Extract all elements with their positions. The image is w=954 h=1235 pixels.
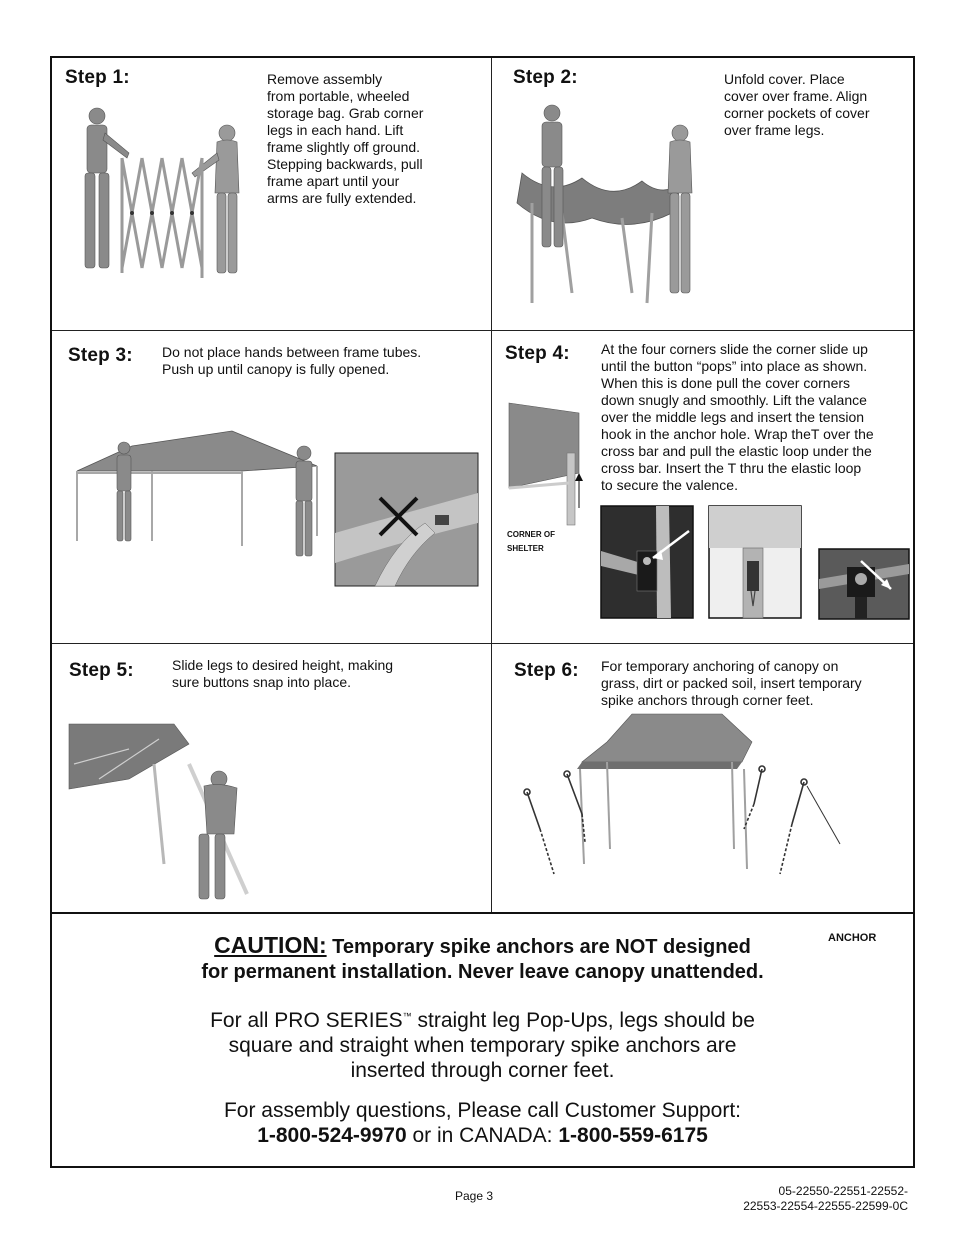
step-4-detail-2: [709, 506, 801, 618]
trademark-symbol: ™: [402, 1011, 412, 1021]
step-3-warning-detail: [335, 453, 478, 586]
corner-of-shelter-label: CORNER OF SHELTER: [507, 530, 555, 553]
pro-series-note: [52, 1004, 913, 1083]
step-1-text: Remove assembly from portable, wheeled storage bag. Grab corner legs in each hand. Lift frame slightly off ground. Stepping backwards, pull frame apart until your arms are fully extended.: [267, 71, 424, 206]
caution-heading: [52, 933, 913, 960]
caution-line-2: for permanent installation. Never leave canopy unattended.: [201, 961, 764, 983]
step-3-text: Do not place hands between frame tubes. Push up until canopy is fully opened.: [162, 344, 422, 377]
step-3-canopy-illustration: [72, 411, 322, 551]
part-numbers: 05-22550-22551-22552- 22553-22554-22555-22599-0C: [743, 1184, 908, 1213]
row-divider-3: [52, 912, 913, 914]
instruction-frame: [50, 56, 915, 1168]
step-4-panel: [492, 331, 913, 643]
caution-word: CAUTION:: [214, 932, 327, 958]
support-text: For assembly questions, Please call Customer Support:: [223, 1099, 742, 1122]
step-1-illustration: [67, 98, 267, 328]
caution-section: [52, 933, 913, 985]
step-6-title: Step 6:: [514, 660, 579, 681]
phone-canada: 1-800-559-6175: [558, 1124, 708, 1147]
step-2-title: Step 2:: [513, 67, 578, 88]
step-2-panel: [492, 58, 913, 330]
step-6-text: For temporary anchoring of canopy on grass, dirt or packed soil, insert temporary spike anchors through corner feet.: [601, 658, 862, 708]
step-3-title: Step 3:: [68, 345, 133, 366]
step-5-text: Slide legs to desired height, making sure buttons snap into place.: [172, 657, 394, 690]
step-4-title: Step 4:: [505, 343, 570, 364]
pro-series-text-c: square and straight when temporary spike anchors are: [228, 1034, 737, 1057]
anchor-label: ANCHOR: [828, 932, 877, 944]
step-3-panel: [52, 331, 491, 643]
step-5-title: Step 5:: [69, 660, 134, 681]
page-number: Page 3: [455, 1189, 494, 1203]
step-4-detail-1: [601, 506, 693, 618]
step-6-illustration: [522, 714, 842, 889]
phone-us: 1-800-524-9970: [257, 1124, 407, 1147]
step-1-title: Step 1:: [65, 67, 130, 88]
canada-text: or in CANADA:: [406, 1124, 559, 1147]
pro-series-text-d: inserted through corner feet.: [350, 1059, 615, 1082]
step-5-panel: [52, 644, 491, 912]
step-2-text: Unfold cover. Place cover over frame. Align corner pockets of cover over frame legs.: [724, 71, 870, 138]
step-5-illustration: [69, 724, 259, 894]
step-6-panel: [492, 644, 913, 944]
step-4-corner-illustration: [509, 403, 584, 528]
step-2-illustration: [512, 103, 712, 333]
pro-series-text-a: For all PRO SERIES: [210, 1009, 403, 1032]
pro-series-text-b: straight leg Pop-Ups, legs should be: [411, 1009, 755, 1032]
customer-support-note: [52, 1098, 913, 1148]
step-4-text: At the four corners slide the corner slide up until the button “pops” into place as shown. When this is done pull the cover corners down snugly and smoothly. Lift the valance over the middle legs and insert the tension hook in the anchor hole. Wrap theT over the cross bar and pull the elastic loop under the cross bar. Insert the T thru the elastic loop to secure the valence.: [601, 341, 874, 493]
step-4-detail-3: [819, 549, 909, 619]
step-1-panel: [52, 58, 491, 330]
caution-line-1: Temporary spike anchors are NOT designed: [326, 936, 751, 958]
